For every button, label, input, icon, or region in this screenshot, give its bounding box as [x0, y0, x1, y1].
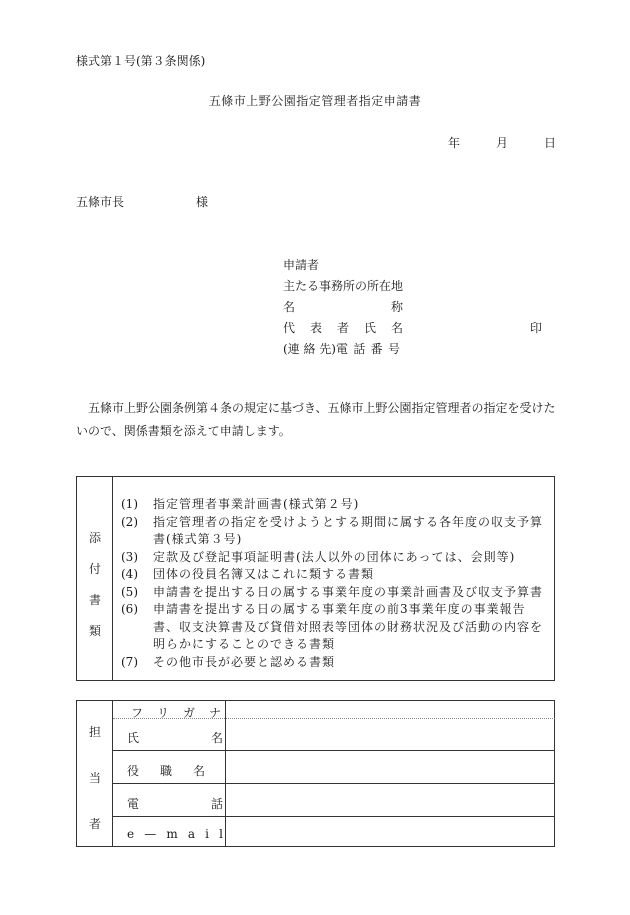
item-number: (2) [121, 514, 138, 529]
item-text: 申請書を提出する日の属する事業年度の事業計画書及び収支予算書 [153, 584, 544, 599]
item-number: (7) [121, 654, 138, 669]
heading-char: 付 [88, 562, 101, 576]
heading-char: 類 [88, 624, 101, 638]
phone-char: 電 [336, 342, 349, 356]
item-number: (6) [121, 602, 138, 616]
position-label: 役 職 名 [127, 764, 205, 778]
item-text: 申請書を提出する日の属する事業年度の前3事業年度の事業報告書、収支決算書及び貸借対照表等団体の財務状況及び活動の内容を明らかにすることのできる書類 [153, 602, 544, 651]
heading-char: 書 [88, 593, 101, 607]
date-year: 年 [448, 136, 461, 150]
contact-prefix: (連 絡 先) [283, 342, 336, 356]
phone-label: 電 話 [127, 797, 223, 811]
item-number: (4) [121, 567, 138, 581]
list-item [121, 496, 546, 514]
date-day: 日 [543, 136, 556, 150]
document-title: 五條市上野公園指定管理者指定申請書 [208, 94, 422, 108]
applicant-name-label [283, 297, 558, 318]
row-separator [113, 750, 555, 751]
attachments-list [121, 496, 546, 671]
rep-char: 代 [283, 321, 296, 335]
rep-char: 表 [309, 321, 322, 335]
item-number: (1) [121, 497, 138, 511]
date-month: 月 [495, 136, 508, 150]
column-divider [225, 701, 226, 846]
item-text: 指定管理者事業計画書(様式第２号) [153, 497, 360, 511]
furigana-label: フ リ ガ ナ [131, 706, 221, 720]
addressee-city: 五條市長 [76, 195, 125, 209]
heading-char: 添 [88, 531, 101, 545]
form-number: 様式第１号(第３条関係) [76, 54, 206, 68]
applicant-phone-label [283, 339, 558, 360]
email-label: e — m a i l [127, 827, 223, 841]
rep-char: 氏 [363, 321, 376, 335]
name-label: 氏 名 [127, 731, 223, 745]
heading-char: 者 [88, 817, 101, 831]
phone-char: 号 [387, 342, 400, 356]
addressee-honorific: 様 [196, 195, 209, 209]
heading-char: 担 [88, 725, 101, 739]
attachments-table [76, 476, 555, 681]
item-text: 定款及び登記事項証明書(法人以外の団体にあっては、会則等) [153, 549, 516, 564]
list-item [121, 654, 546, 672]
phone-char: 話 [353, 342, 366, 356]
seal-mark: 印 [529, 321, 542, 335]
row-separator [113, 783, 555, 784]
rep-char: 者 [336, 321, 349, 335]
item-number: (3) [121, 549, 138, 564]
applicant-address-label: 主たる事務所の所在地 [283, 279, 404, 293]
rep-char: 名 [390, 321, 403, 335]
applicant-block [283, 255, 558, 360]
list-item [121, 549, 546, 567]
list-item [121, 601, 546, 654]
name-char: 称 [390, 300, 403, 314]
name-char: 名 [283, 300, 296, 314]
contact-table [76, 700, 555, 847]
row-separator [113, 718, 555, 719]
item-text: その他市長が必要と認める書類 [153, 654, 336, 669]
list-item [121, 514, 546, 549]
applicant-representative-label [283, 318, 558, 339]
item-number: (5) [121, 584, 138, 599]
list-item [121, 584, 546, 602]
heading-char: 当 [88, 771, 101, 785]
phone-char: 番 [370, 342, 383, 356]
item-text: 指定管理者の指定を受けようとする期間に属する各年度の収支予算書(様式第３号) [153, 514, 544, 546]
list-item [121, 566, 546, 584]
date-line [448, 137, 556, 149]
applicant-label: 申請者 [283, 258, 320, 272]
application-statement: 五條市上野公園条例第４条の規定に基づき、五條市上野公園指定管理者の指定を受けたいので、関係書類を添えて申請します。 [76, 401, 556, 438]
row-separator [113, 816, 555, 817]
item-text: 団体の役員名簿又はこれに類する書類 [153, 567, 375, 581]
contact-heading [77, 701, 113, 846]
attachments-heading [77, 477, 113, 680]
furigana-row [113, 703, 555, 718]
